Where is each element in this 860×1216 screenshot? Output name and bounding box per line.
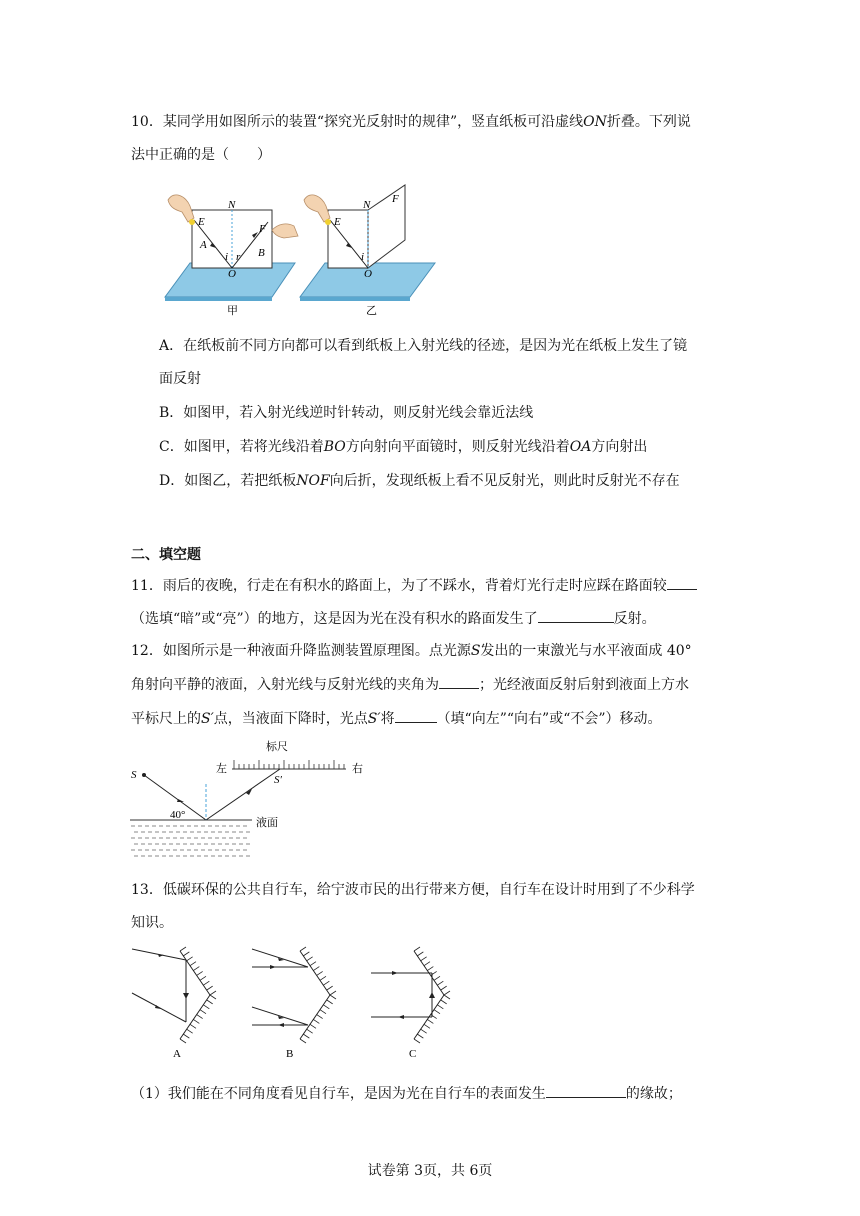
fig13-b xyxy=(252,949,330,1039)
fig10-label-f: F xyxy=(259,223,266,235)
q13-sub1-text-b: 的缘故； xyxy=(625,1086,682,1102)
hand-right-icon xyxy=(272,224,298,238)
board-right-f xyxy=(368,185,405,268)
q10-option-b: B．如图甲，若入射光线逆时针转动，则反射光线会靠近法线 xyxy=(159,405,534,421)
q12-text-2a: 角射向平静的液面，入射光线与反射光线的夹角为 xyxy=(131,677,439,693)
q11-line1 xyxy=(131,575,697,596)
q11-text-2b: 反射。 xyxy=(613,611,656,627)
q13-figure xyxy=(128,945,468,1065)
section-title: 二、填空题 xyxy=(131,547,201,563)
q12-text-3c: 将 xyxy=(380,711,395,727)
q12-text-3d: （填“向左”“向右”或“不会”）移动。 xyxy=(436,711,662,727)
q12-text-3b: 点，当液面下降时，光点 xyxy=(213,711,368,727)
fig10-caption-right: 乙 xyxy=(366,305,377,317)
q10-stem-line2: 法中正确的是（ ） xyxy=(131,147,271,163)
q12-line1 xyxy=(131,641,692,661)
fig10r-label-i: i xyxy=(361,251,365,263)
q10-option-c-text-a: C．如图甲，若将光线沿着 xyxy=(159,439,324,455)
fig12-label-s-prime: S′ xyxy=(274,774,282,786)
q10-option-d-text-a: D．如图乙，若把纸板 xyxy=(159,473,297,489)
hand-left-icon xyxy=(168,195,194,222)
fig10-caption-left: 甲 xyxy=(227,305,238,317)
fig12-label-angle: 40° xyxy=(170,809,186,821)
q13-sub1-text-a: （1）我们能在不同角度看见自行车，是因为光在自行车的表面发生 xyxy=(131,1086,546,1102)
fig10-label-n: N xyxy=(228,199,236,211)
q12-text-1b: 发出的一束激光与水平液面成 40° xyxy=(480,643,692,659)
q10-stem-text: 10．某同学用如图所示的装置“探究光反射时的规律”，竖直纸板可沿虚线 xyxy=(131,114,584,130)
q12-text-3a: 平标尺上的 xyxy=(131,711,201,727)
q13-sub1 xyxy=(131,1083,682,1104)
fig10-label-r: r xyxy=(236,251,241,263)
fig12-label-ruler: 标尺 xyxy=(266,741,288,753)
q10-var-on: ON xyxy=(583,114,607,130)
q13-line1: 13．低碳环保的公共自行车，给宁波市民的出行带来方便，自行车在设计时用到了不少科学 xyxy=(131,882,695,898)
q11-line2 xyxy=(131,608,656,629)
q10-option-a-line2: 面反射 xyxy=(159,371,201,387)
fig12-label-liquid: 液面 xyxy=(256,817,278,829)
page-footer: 试卷第 3页，共 6页 xyxy=(367,1163,493,1179)
fig13-label-b: B xyxy=(286,1048,294,1060)
q12-line2 xyxy=(131,674,689,695)
q12-figure xyxy=(128,738,378,863)
q11-text-1: 11．雨后的夜晚，行走在有积水的路面上，为了不踩水，背着灯光行走时应踩在路面较 xyxy=(131,578,667,594)
q12-text-2b: ；光经液面反射后射到液面上方水 xyxy=(479,677,689,693)
fig10-label-i: i xyxy=(225,251,229,263)
q12-var-s-prime-1: S′ xyxy=(201,711,214,727)
q10-option-d xyxy=(159,471,680,491)
q10-option-d-var-nof: NOF xyxy=(296,473,330,489)
fig10-label-e: E xyxy=(198,216,205,228)
q12-var-s-prime-2: S′ xyxy=(367,711,381,727)
fig10-label-o: O xyxy=(228,268,236,280)
fig13-label-a: A xyxy=(173,1048,181,1060)
q10-option-c-text-c: 方向射出 xyxy=(591,439,648,455)
q13-blank-1[interactable] xyxy=(546,1083,626,1098)
q11-text-2a: （选填“暗”或“亮”）的地方，这是因为光在没有积水的路面发生了 xyxy=(131,611,538,627)
q11-blank-2[interactable] xyxy=(538,608,614,623)
q10-option-c-var-bo: BO xyxy=(323,439,346,455)
fig12-label-s: S xyxy=(131,769,137,781)
q13-line2: 知识。 xyxy=(131,915,173,931)
q10-stem-text-b: 折叠。下列说 xyxy=(606,114,691,130)
q10-option-c-text-b: 方向射向平面镜时，则反射光线沿着 xyxy=(345,439,570,455)
q10-option-c xyxy=(159,437,647,457)
q10-option-d-text-b: 向后折，发现纸板上看不见反射光，则此时反射光不存在 xyxy=(329,473,680,489)
hand-right-figure-icon xyxy=(304,195,330,222)
q11-blank-1[interactable] xyxy=(667,575,697,590)
q12-line3 xyxy=(131,708,662,729)
q12-blank-2[interactable] xyxy=(395,708,437,723)
q12-var-s: S xyxy=(470,643,481,659)
fig10r-label-f: F xyxy=(392,193,399,205)
fig10-label-a: A xyxy=(200,239,207,251)
fig10r-label-n: N xyxy=(363,199,371,211)
fig10r-label-e: E xyxy=(334,216,341,228)
q12-blank-1[interactable] xyxy=(439,674,479,689)
reflected-ray xyxy=(206,769,280,820)
fig13-label-c: C xyxy=(409,1048,417,1060)
q10-option-c-var-oa: OA xyxy=(569,439,592,455)
fig13-a xyxy=(132,949,210,1039)
fig12-label-left: 左 xyxy=(216,763,227,775)
q10-figure xyxy=(160,180,460,320)
q12-text-1a: 12．如图所示是一种液面升降监测装置原理图。点光源 xyxy=(131,643,471,659)
fig10r-label-o: O xyxy=(364,268,372,280)
q10-option-a-line1: A．在纸板前不同方向都可以看到纸板上入射光线的径迹，是因为光在纸板上发生了镜 xyxy=(159,338,688,354)
fig12-label-right: 右 xyxy=(352,763,363,775)
q10-stem-line1 xyxy=(131,112,691,132)
fig10-label-b: B xyxy=(258,247,265,259)
